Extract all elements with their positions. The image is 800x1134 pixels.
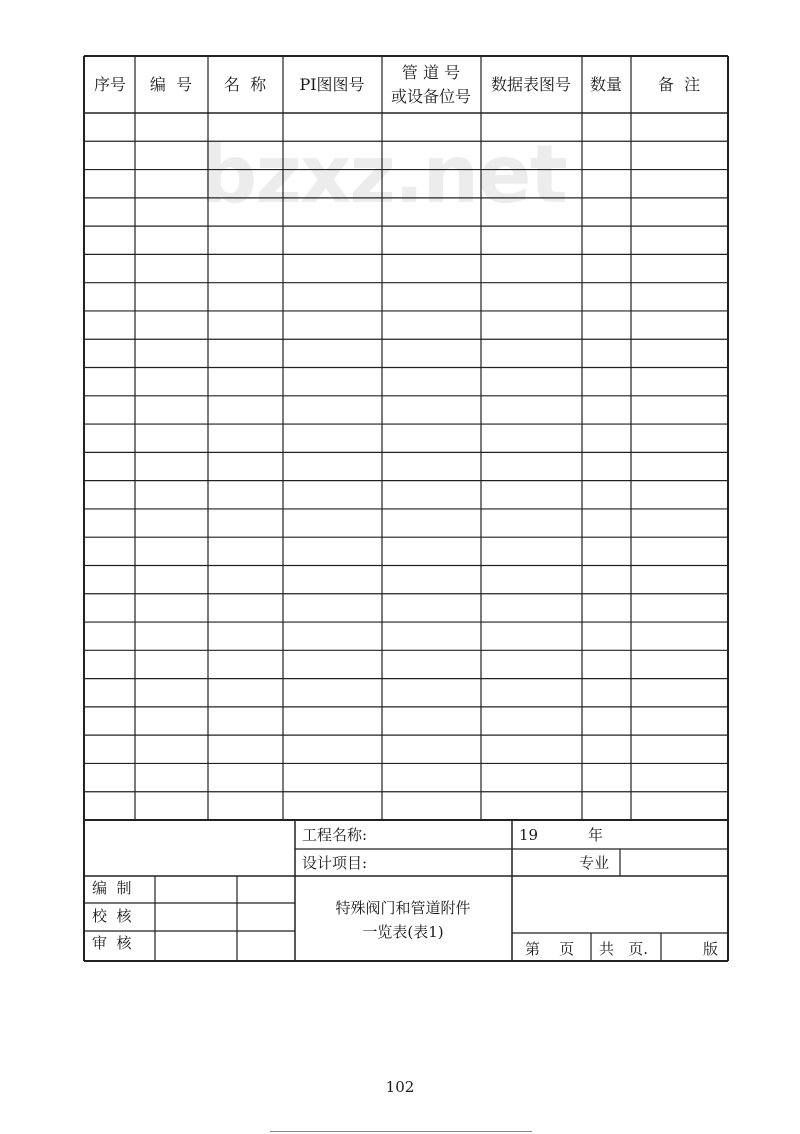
bottom-rule	[270, 1131, 532, 1132]
header-pi: PI图图号	[299, 74, 365, 94]
sheet-number-label: 第 页	[525, 940, 575, 958]
total-sheets-label: 共 页.	[599, 940, 649, 958]
project-name-label: 工程名称:	[302, 826, 368, 844]
header-remark: 备 注	[657, 74, 701, 94]
header-pipe-equipment	[382, 57, 480, 112]
year-prefix: 19	[519, 826, 539, 844]
page-number: 102	[385, 1078, 415, 1096]
header-datasheet: 数据表图号	[490, 74, 571, 94]
edition-label: 版	[703, 940, 719, 958]
watermark: bzxz.net	[200, 128, 566, 221]
year-label: 年	[588, 826, 604, 844]
role-prepared: 编 制	[92, 879, 132, 897]
header-qty: 数量	[589, 74, 622, 94]
design-item-label: 设计项目:	[302, 854, 368, 872]
role-approved: 审 核	[92, 934, 132, 952]
header-pipe-line1: 管 道 号	[401, 62, 461, 82]
header-name: 名 称	[223, 74, 267, 94]
role-checked: 校 核	[92, 907, 132, 925]
document-title-line1: 特殊阀门和管道附件	[335, 899, 471, 917]
document-title-line2: 一览表(表1)	[362, 923, 444, 941]
header-seq: 序号	[93, 74, 126, 94]
header-code: 编 号	[149, 74, 193, 94]
header-pipe-line2: 或设备位号	[390, 86, 471, 106]
specialty-label: 专业	[579, 854, 610, 872]
